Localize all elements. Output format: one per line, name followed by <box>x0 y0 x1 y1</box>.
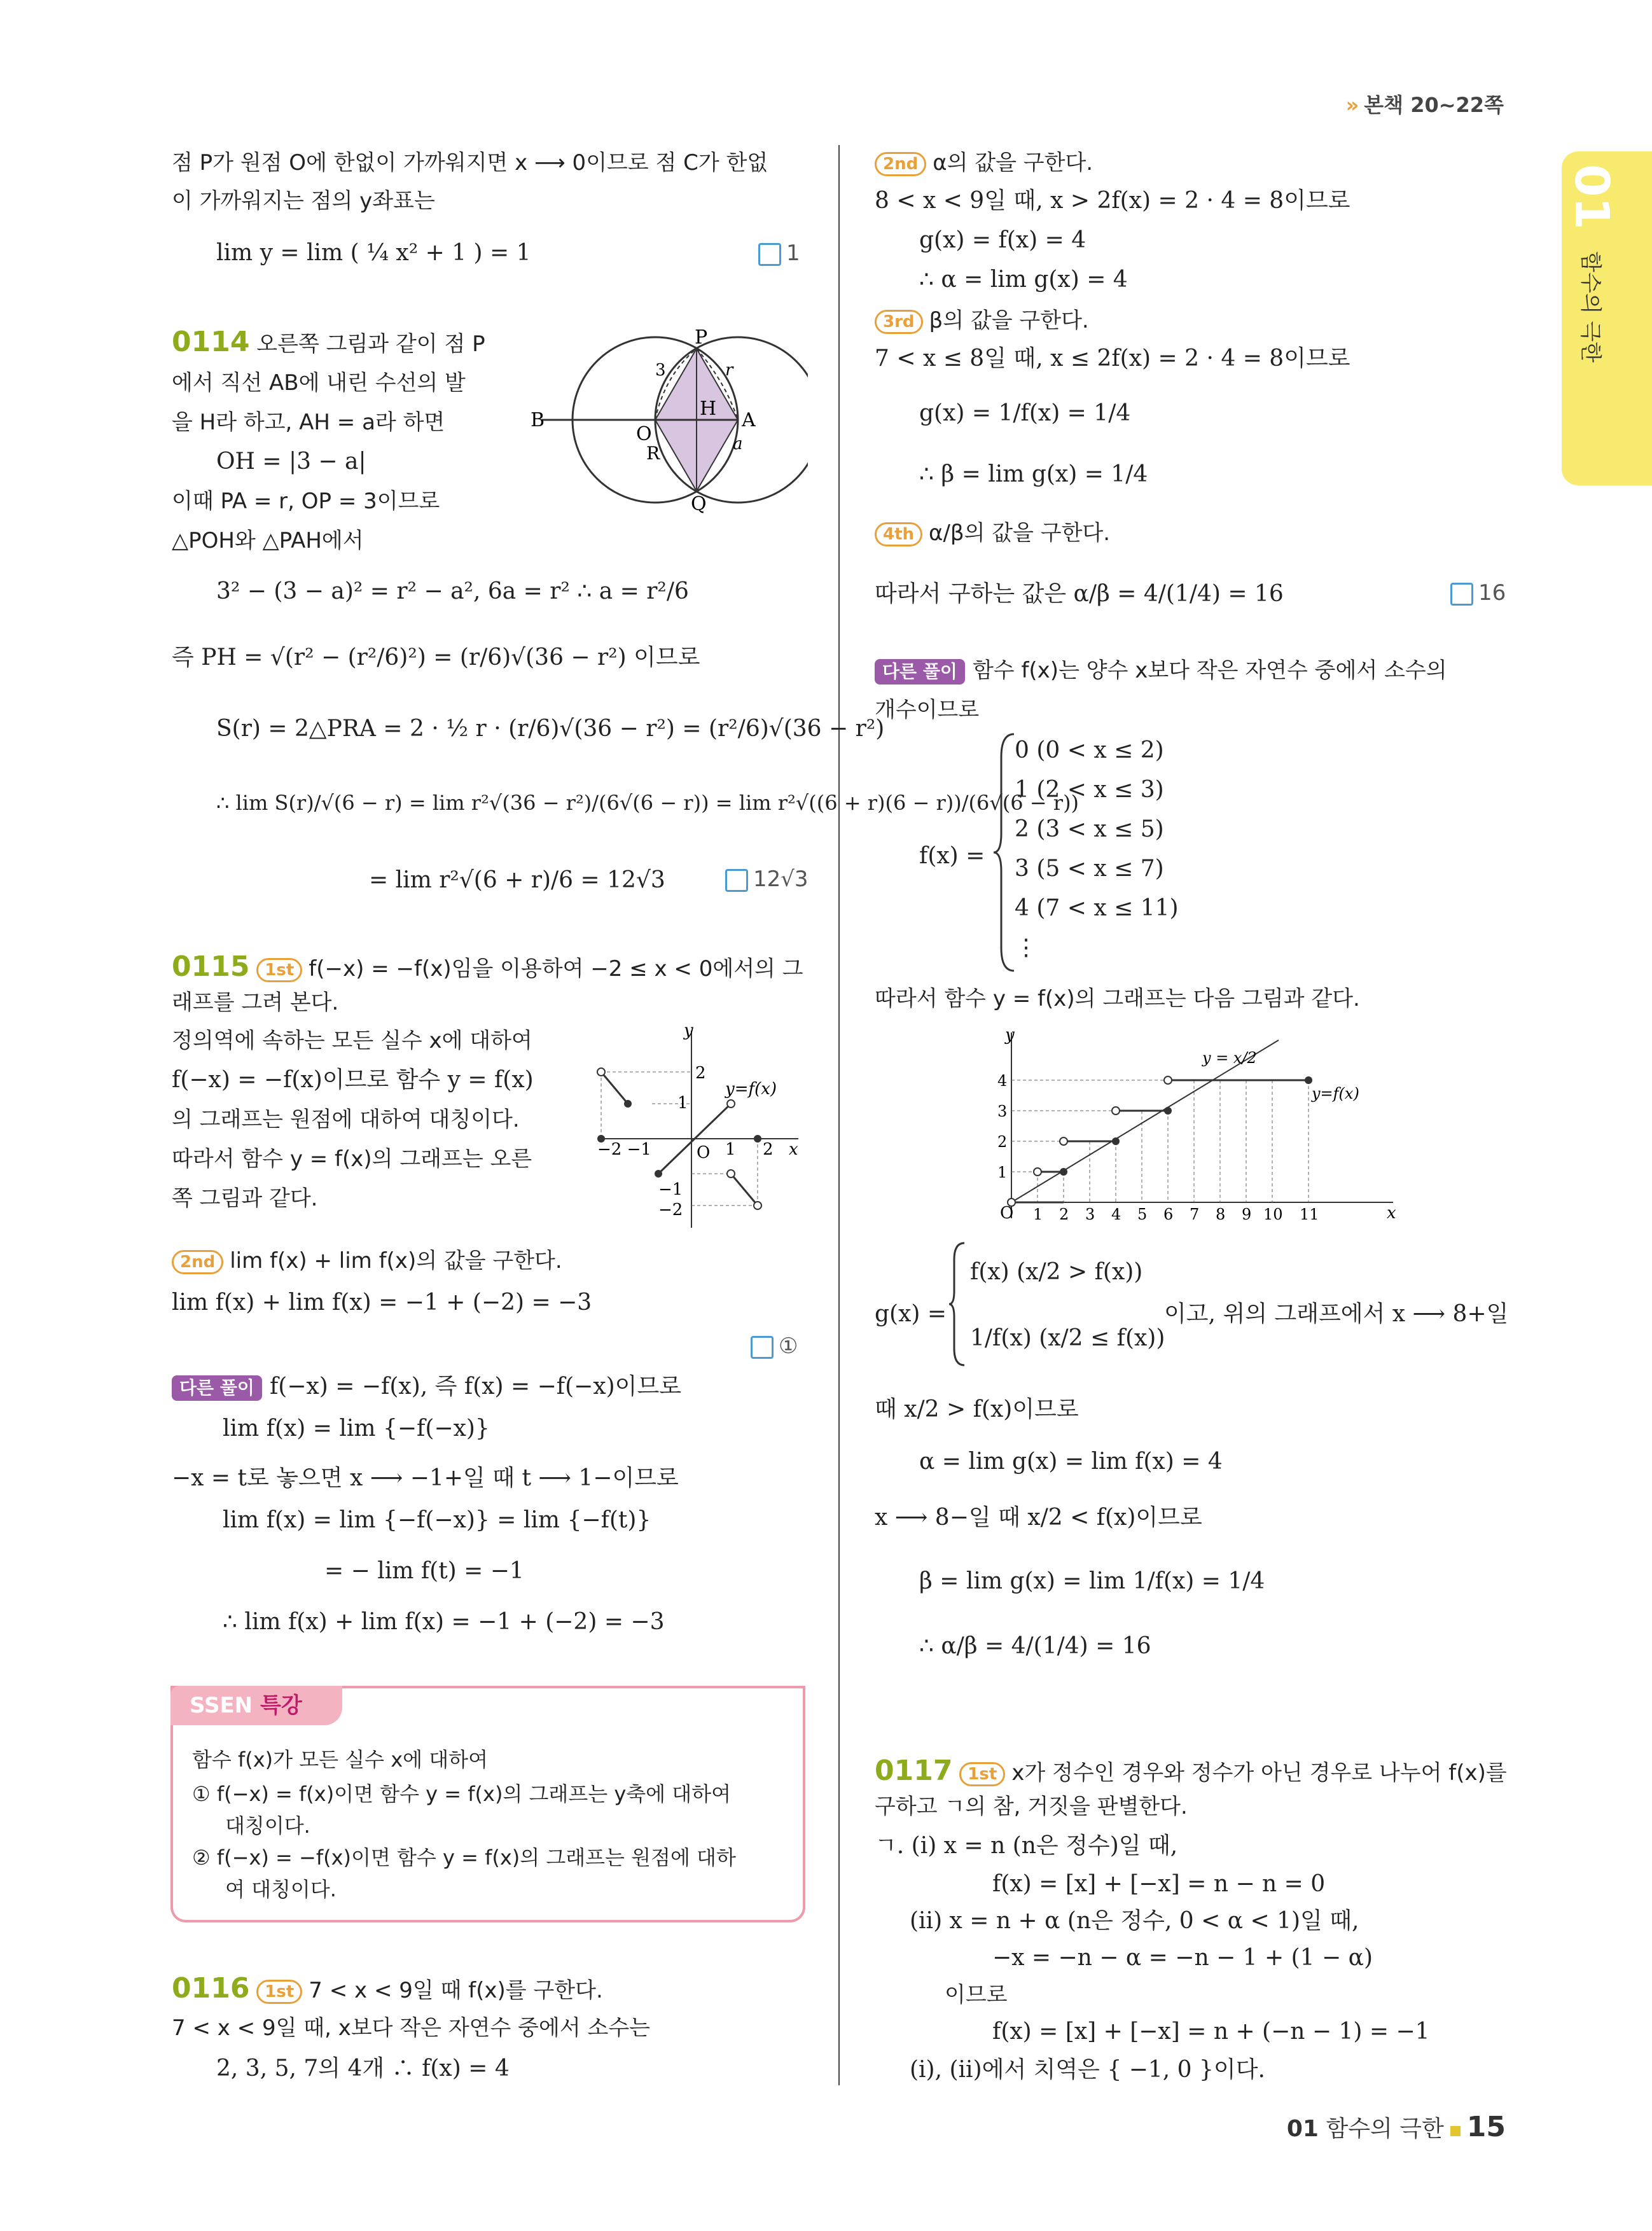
tick-1: 1 <box>677 1094 688 1113</box>
problem-0114-line-10: ∴ lim S(r)/√(6 − r) = lim r²√(36 − r²)/(6√(6 − r)) = lim r²√((6 + r)(6 − r))/(6√(6 − r)) <box>216 791 1079 815</box>
footer-title: 함수의 극한 <box>1326 2116 1444 2142</box>
double-chevron-icon: » <box>1345 93 1359 117</box>
ssen-line-3: 대칭이다. <box>225 1814 310 1838</box>
right-line-5: g(x) = 1/f(x) = 1/4 <box>919 400 1131 426</box>
alt-0115-line-2: lim f(x) = lim {−f(−x)} <box>223 1415 490 1442</box>
segment <box>731 1174 758 1206</box>
problem-0114-line-9: S(r) = 2△PRA = 2 · ½ r · (r/6)√(36 − r²) = (r²/6)√(36 − r²) <box>216 716 885 742</box>
case-5: ⋮ <box>1015 935 1038 961</box>
page-number: 15 <box>1466 2111 1506 2143</box>
problem-0115-line-2: f(−x) = −f(x)이므로 함수 y = f(x) <box>172 1067 534 1093</box>
footer-square-icon <box>1450 2126 1461 2136</box>
step4-title <box>875 518 1110 548</box>
label-b: B <box>531 409 545 431</box>
text: f(−x) = −f(x), 즉 f(x) = −f(−x)이므로 <box>269 1373 682 1400</box>
x-tick: 11 <box>1300 1206 1319 1223</box>
graph-label: y=f(x) <box>1312 1085 1359 1102</box>
graph-label: y=f(x) <box>725 1080 777 1099</box>
problem-0114-line-5: 이때 PA = r, OP = 3이므로 <box>172 489 440 514</box>
label-r-point: R <box>646 443 660 464</box>
alt-0116-line-2: 개수이므로 <box>875 697 980 723</box>
problem-0117-line-6: f(x) = [x] + [−x] = n + (−n − 1) = −1 <box>992 2019 1430 2045</box>
step-badge: 1st <box>256 1980 302 2004</box>
alt-0116-line-1 <box>875 655 1447 686</box>
answer-box-icon <box>1450 583 1473 606</box>
text: 7 < x < 9일 때 f(x)를 구한다. <box>309 1978 603 2003</box>
alt-0115-line-5: = − lim f(t) = −1 <box>324 1558 524 1584</box>
line-label: y = x/2 <box>1202 1049 1257 1067</box>
answer-intro <box>758 240 800 266</box>
step-badge: 2nd <box>172 1250 223 1274</box>
problem-0115-step2 <box>172 1246 562 1276</box>
alt-0116-line-7: β = lim g(x) = lim 1/f(x) = 1/4 <box>919 1568 1265 1594</box>
label-o: O <box>636 423 652 445</box>
problem-0114-line-11: = lim r²√(6 + r)/6 = 12√3 <box>369 867 665 893</box>
x-tick: 8 <box>1216 1206 1226 1223</box>
answer-0115 <box>751 1333 798 1359</box>
answer-box-icon <box>725 869 748 892</box>
x-tick: 10 <box>1263 1206 1283 1223</box>
problem-0114-line-2: 에서 직선 AB에 내린 수선의 발 <box>172 370 466 396</box>
tick-x2: 2 <box>763 1140 774 1159</box>
x-tick: 2 <box>1059 1206 1069 1223</box>
right-line-7: 따라서 구하는 값은 α/β = 4/(1/4) = 16 <box>875 581 1284 607</box>
open-point <box>597 1068 605 1076</box>
problem-0117-title-2: 구하고 ㄱ의 참, 거짓을 판별한다. <box>875 1794 1188 1819</box>
problem-0114-line-6: △POH와 △PAH에서 <box>172 528 364 553</box>
x-tick: 3 <box>1085 1206 1095 1223</box>
alt-0116-line-3: 따라서 함수 y = f(x)의 그래프는 다음 그림과 같다. <box>875 986 1360 1011</box>
problem-0115-line-3: 의 그래프는 원점에 대하여 대칭이다. <box>172 1107 520 1132</box>
brace-icon <box>992 732 1018 973</box>
alt-0116-line-8: ∴ α/β = 4/(1/4) = 16 <box>919 1633 1151 1659</box>
problem-0117-line-5: 이므로 <box>945 1982 1008 2008</box>
alt-0116-line-4: 때 x/2 > f(x)이므로 <box>875 1396 1079 1422</box>
problem-0115-title-1 <box>172 952 803 984</box>
label-r-length: r <box>725 361 733 380</box>
ssen-line-2: ① f(−x) = f(x)이면 함수 y = f(x)의 그래프는 y축에 대하여 <box>192 1782 732 1806</box>
text: f(−x) = −f(x)임을 이용하여 −2 ≤ x < 0에서의 그 <box>309 956 803 982</box>
figure-0115-graph <box>595 1024 805 1234</box>
alt-0116-line-6: x ⟶ 8−일 때 x/2 < f(x)이므로 <box>875 1505 1202 1531</box>
closed-point <box>1164 1107 1172 1115</box>
axis-label-x: x <box>789 1140 798 1159</box>
open-point <box>754 1202 761 1209</box>
text: 함수 f(x)는 양수 x보다 작은 자연수 중에서 소수의 <box>972 658 1447 683</box>
tick-m2-m1: −2 −1 <box>597 1140 651 1159</box>
page-header <box>1346 89 1504 118</box>
g-text: 이고, 위의 그래프에서 x ⟶ 8+일 <box>1164 1301 1509 1327</box>
axis-label-x: x <box>1387 1204 1396 1223</box>
problem-number: 0114 <box>172 326 250 358</box>
open-point <box>1034 1168 1041 1176</box>
answer-0116 <box>1450 580 1506 606</box>
problem-0117-line-3: (ⅱ) x = n + α (n은 정수, 0 < α < 1)일 때, <box>910 1908 1359 1934</box>
closed-point <box>1060 1168 1067 1176</box>
right-line-4: 7 < x ≤ 8일 때, x ≤ 2f(x) = 2 · 4 = 8이므로 <box>875 345 1350 372</box>
problem-0117-line-4: −x = −n − α = −n − 1 + (1 − α) <box>992 1945 1373 1971</box>
closed-point <box>624 1100 632 1108</box>
alt-0115-line-6: ∴ lim f(x) + lim f(x) = −1 + (−2) = −3 <box>223 1609 665 1635</box>
case-4: 4 (7 < x ≤ 11) <box>1015 895 1179 921</box>
label-h: H <box>700 398 717 420</box>
x-tick: 5 <box>1137 1206 1148 1223</box>
open-point <box>727 1100 735 1108</box>
problem-0117-line-7: (ⅰ), (ⅱ)에서 치역은 { −1, 0 }이다. <box>910 2057 1265 2083</box>
alt-0115-line-3: −x = t로 놓으면 x ⟶ −1+일 때 t ⟶ 1−이므로 <box>172 1465 679 1491</box>
label-a: A <box>742 409 756 431</box>
open-point <box>1060 1137 1067 1145</box>
origin-label: O <box>697 1143 711 1162</box>
ssen-line-4: ② f(−x) = −f(x)이면 함수 y = f(x)의 그래프는 원점에 대하 <box>192 1845 736 1870</box>
intro-line-2: 이 가까워지는 점의 y좌표는 <box>172 188 435 214</box>
tick-m1: −1 <box>658 1180 683 1199</box>
answer-text: 1 <box>786 240 800 266</box>
answer-0114 <box>725 866 809 892</box>
problem-0116-line-1: 7 < x < 9일 때, x보다 작은 자연수 중에서 소수는 <box>172 2015 651 2041</box>
text: α의 값을 구한다. <box>933 150 1093 176</box>
answer-text: 12√3 <box>753 866 809 892</box>
right-line-2: g(x) = f(x) = 4 <box>919 227 1086 253</box>
problem-0117-line-2: f(x) = [x] + [−x] = n − n = 0 <box>992 1871 1326 1897</box>
intro-line-1: 점 P가 원점 O에 한없이 가까워지면 x ⟶ 0이므로 점 C가 한없 <box>172 150 768 176</box>
problem-0114-line-3: 을 H라 하고, AH = a라 하면 <box>172 410 445 435</box>
closed-point <box>754 1135 761 1143</box>
y-tick: 1 <box>997 1164 1008 1181</box>
fx-label: f(x) = <box>919 843 985 869</box>
case-3: 3 (5 < x ≤ 7) <box>1015 856 1164 882</box>
problem-0114-line-4: OH = |3 − a| <box>216 448 366 475</box>
problem-number: 0117 <box>875 1755 953 1787</box>
ssen-tag-a: SSEN <box>190 1693 253 1718</box>
ssen-line-1: 함수 f(x)가 모든 실수 x에 대하여 <box>192 1748 489 1772</box>
case-2: 2 (3 < x ≤ 5) <box>1015 816 1164 842</box>
answer-box-icon <box>758 243 781 266</box>
x-tick: 1 <box>1033 1206 1043 1223</box>
page-footer <box>1287 2111 1506 2143</box>
text: x가 정수인 경우와 정수가 아닌 경우로 나누어 f(x)를 <box>1011 1760 1507 1786</box>
open-point <box>727 1170 735 1178</box>
axis-label-y: y <box>684 1024 693 1040</box>
problem-0115-line-1: 정의역에 속하는 모든 실수 x에 대하여 <box>172 1028 532 1053</box>
x-tick: 4 <box>1111 1206 1121 1223</box>
problem-0114-line-8: 즉 PH = √(r² − (r²/6)²) = (r/6)√(36 − r²) 이므로 <box>172 644 700 671</box>
figure-0114-circles <box>528 324 808 515</box>
chapter-tab-title: 함수의 극한 <box>1578 251 1603 363</box>
label-3: 3 <box>655 361 666 380</box>
x-tick: 7 <box>1190 1206 1200 1223</box>
right-line-1: 8 < x < 9일 때, x > 2f(x) = 2 · 4 = 8이므로 <box>875 188 1350 214</box>
intro-equation: lim y = lim ( ¼ x² + 1 ) = 1 <box>216 240 531 266</box>
text: α/β의 값을 구한다. <box>929 520 1111 546</box>
closed-point <box>1305 1076 1312 1084</box>
answer-text: 16 <box>1478 580 1506 606</box>
text: β의 값을 구한다. <box>929 308 1089 333</box>
y-tick: 2 <box>997 1133 1008 1151</box>
ssen-tag <box>170 1686 342 1725</box>
problem-number: 0115 <box>172 950 250 983</box>
problem-0114-line-1 <box>172 327 485 359</box>
case-1: 1 (2 < x ≤ 3) <box>1015 777 1164 803</box>
y-tick: 4 <box>997 1072 1008 1090</box>
problem-0114-line-7: 3² − (3 − a)² = r² − a², 6a = r² ∴ a = r²/6 <box>216 578 689 604</box>
tick-x1: 1 <box>725 1140 736 1159</box>
problem-0115-line-5: 쪽 그림과 같다. <box>172 1186 318 1211</box>
brace-icon <box>948 1241 967 1368</box>
open-point <box>1164 1076 1172 1084</box>
alt-0116-line-5: α = lim g(x) = lim f(x) = 4 <box>919 1449 1223 1475</box>
problem-0115-line-4: 따라서 함수 y = f(x)의 그래프는 오른 <box>172 1146 532 1172</box>
open-point <box>1112 1107 1120 1115</box>
right-line-3: ∴ α = lim g(x) = 4 <box>919 267 1128 293</box>
alt-solution-tag: 다른 풀이 <box>875 659 965 685</box>
footer-chapter: 01 <box>1286 2116 1319 2142</box>
step-badge: 1st <box>256 958 302 982</box>
problem-0115-title-2: 래프를 그려 본다. <box>172 990 339 1015</box>
problem-0117-title-1 <box>875 1756 1507 1788</box>
problem-number: 0116 <box>172 1972 250 2005</box>
problem-0115-line-6: lim f(x) + lim f(x) = −1 + (−2) = −3 <box>172 1289 592 1316</box>
tick-m2: −2 <box>658 1200 683 1220</box>
step-badge: 4th <box>875 522 922 546</box>
closed-point <box>655 1170 662 1178</box>
case-0: 0 (0 < x ≤ 2) <box>1015 737 1164 763</box>
problem-0117-line-1: ㄱ. (ⅰ) x = n (n은 정수)일 때, <box>875 1833 1178 1859</box>
alt-solution-tag: 다른 풀이 <box>172 1375 262 1401</box>
step-segments <box>1011 1080 1308 1202</box>
y-tick: 3 <box>997 1102 1008 1120</box>
x-tick: 9 <box>1242 1206 1252 1223</box>
step-badge: 2nd <box>875 152 926 176</box>
x-ticks <box>1033 1206 1319 1223</box>
answer-text: ① <box>779 1333 798 1359</box>
problem-0116-title <box>172 1973 603 2006</box>
label-p: P <box>695 326 708 349</box>
origin-label: O <box>1000 1204 1014 1223</box>
label-q: Q <box>691 493 707 515</box>
text: 오른쪽 그림과 같이 점 P <box>256 331 485 357</box>
column-divider <box>838 145 840 2085</box>
label-a-length: a <box>733 434 743 454</box>
step2-title <box>875 148 1093 178</box>
segment <box>601 1072 628 1104</box>
problem-0116-line-2: 2, 3, 5, 7의 4개 ∴ f(x) = 4 <box>216 2055 510 2082</box>
axis-label-y: y <box>1005 1027 1015 1045</box>
chapter-tab-number: 01 <box>1564 164 1619 230</box>
alt-0115-line-4: lim f(x) = lim {−f(−x)} = lim {−f(t)} <box>223 1507 651 1533</box>
closed-point <box>1112 1137 1120 1145</box>
alt-0115-line-1 <box>172 1372 681 1402</box>
g-case-1: f(x) (x/2 > f(x)) <box>970 1259 1143 1285</box>
header-text: 본책 20~22쪽 <box>1364 93 1504 117</box>
guides <box>1011 1080 1308 1202</box>
right-line-6: ∴ β = lim g(x) = 1/4 <box>919 461 1148 487</box>
text: lim f(x) + lim f(x)의 값을 구한다. <box>230 1248 562 1274</box>
figure-prime-count-graph <box>980 1027 1399 1228</box>
gx-label: g(x) = <box>875 1301 947 1327</box>
step-badge: 1st <box>959 1762 1005 1786</box>
step3-title <box>875 305 1089 336</box>
answer-box-icon <box>751 1336 774 1359</box>
ssen-tag-b: 특강 <box>260 1693 302 1718</box>
step-badge: 3rd <box>875 310 923 334</box>
tick-2: 2 <box>695 1064 706 1083</box>
g-case-2: 1/f(x) (x/2 ≤ f(x)) <box>970 1325 1165 1351</box>
ssen-line-5: 여 대칭이다. <box>225 1877 337 1901</box>
x-tick: 6 <box>1163 1206 1174 1223</box>
